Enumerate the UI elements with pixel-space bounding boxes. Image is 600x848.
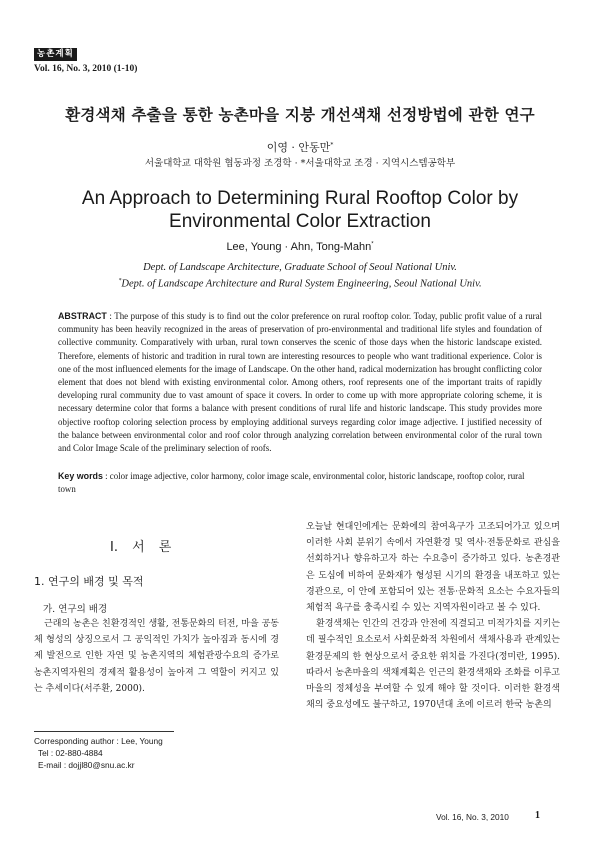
body-paragraph: 환경색채는 인간의 건강과 안전에 직결되고 미적가치를 지키는데 필수적인 요소로서 사회문화적 차원에서 색채사용과 관계있는 환경문제의 한 현상으로서 중요한 위치를 가진다(정미란, 1995). 따라서 농촌마을의 색채계획은 인근의 환경색채와 조화를 이루고 마을의 정체성을 부여할 수 있게 해야 할 것이다. 이러한 환경색채의 중요성에도 불구하고, 1970년대 초에 이르러 한국 농촌의 — [306, 619, 560, 711]
page-number: 1 — [535, 810, 540, 821]
title-english — [0, 187, 600, 233]
footnote-divider — [34, 731, 174, 732]
abstract-text: : The purpose of this study is to find out the color preference on rural rooftop color. Today, public profit value of a rural community has been heavily recognized in the areas of preservation of pro-environmental and traditional life styles and foundation of collective community. Comparatively with urban, rural town conserves the scenic of those days when the historic landscape existed. Therefore, elements of historic and tradition in rural town are interesting resources to people who want traditional experience. Color is one of the most influenced elements for the image of Landscape. On the other hand, radical modernization has brought conflicting color element that does not blend with existing environmental color. Among others, roof represents one of the important traits of rapidly developing rural community due to vast amount of space it covers. In order to come up with more appropriate coloring scheme, it is necessary determine color that forms a balance with present conditions of rural life and historic landscape. This study provides more objective rooftop coloring selection process by employing additional surveys regarding color image adjective. I justified necessity of the balance between environmental color and roof color through analyzing correlation between environmental color of the rural town and Color Image Scale of the preliminary selection of roofs. — [58, 311, 542, 454]
abstract — [58, 310, 542, 455]
subsection-heading: 1. 연구의 배경 및 목적 — [34, 575, 144, 588]
authors-english-names: Lee, Young · Ahn, Tong-Mahn — [226, 241, 372, 253]
keywords-text: : color image adjective, color harmony, color image scale, environmental color, historic landscape, rooftop color, rural town — [58, 471, 525, 495]
affiliation-korean: 서울대학교 대학원 협동과정 조경학 · *서울대학교 조경 · 지역시스템공학부 — [144, 158, 456, 169]
affiliation-english-2 — [0, 278, 600, 290]
authors-korean-names: 이영 · 안동만 — [266, 141, 331, 154]
title-english-line2: Environmental Color Extraction — [169, 211, 431, 232]
keywords — [58, 470, 542, 496]
title-korean: 환경색채 추출을 통한 농촌마을 지붕 개선색채 선정방법에 관한 연구 — [65, 106, 535, 124]
footnote-email: E-mail : dojjl80@snu.ac.kr — [38, 760, 135, 770]
subsubsection-heading: 가. 연구의 배경 — [43, 604, 108, 615]
keywords-label: Key words — [58, 471, 103, 481]
section-heading-introduction: I. 서 론 — [110, 540, 172, 555]
body-text-right — [306, 519, 560, 713]
footer-volume: Vol. 16, No. 3, 2010 — [436, 812, 509, 822]
journal-volume-line: Vol. 16, No. 3, 2010 (1-10) — [34, 64, 138, 74]
authors-korean-mark: * — [330, 141, 334, 149]
affiliation-english-2-mark: * — [118, 278, 122, 284]
footnote-tel: Tel : 02-880-4884 — [38, 748, 103, 758]
abstract-label: ABSTRACT — [58, 311, 107, 321]
authors-korean — [0, 139, 600, 155]
authors-english — [0, 241, 600, 253]
affiliation-english-2-text: Dept. of Landscape Architecture and Rural System Engineering, Seoul National Univ. — [121, 278, 482, 290]
title-english-line1: An Approach to Determining Rural Rooftop Color by — [81, 188, 519, 209]
affiliation-english-1: Dept. of Landscape Architecture, Graduate School of Seoul National Univ. — [143, 262, 457, 273]
authors-english-mark: * — [371, 241, 374, 248]
body-text-left: 근래의 농촌은 친환경적인 생활, 전통문화의 터전, 마을 공동체 형성의 상징으로서 그 공익적인 가치가 높아짐과 동시에 경제 발전으로 인한 자연 및 농촌지역의 체험관광수요의 증가로 농촌지역자원의 경제적 활용성이 높아져 그 역할이 커지고 있는 추세이다(서주환, 2000). — [34, 619, 279, 694]
journal-badge: 농촌계획 — [34, 48, 77, 61]
footnote-author: Corresponding author : Lee, Young — [34, 736, 163, 746]
footnote — [34, 735, 163, 771]
body-paragraph: 오늘날 현대인에게는 문화에의 참여욕구가 고조되어가고 있으며 이러한 사회 분위기 속에서 자연환경 및 역사·전통문화로 관심을 선회하거나 향유하고자 하는 수요층이 증가하고 있다. 농촌경관은 도심에 비하여 문화재가 형성된 시기의 환경을 내포하고 있는 경관으로, 이 안에 포함되어 있는 전통·문화적 요소는 수요자들의 체험적 욕구를 충족시킬 수 있는 지역자원이라고 볼 수 있다. — [306, 522, 560, 614]
